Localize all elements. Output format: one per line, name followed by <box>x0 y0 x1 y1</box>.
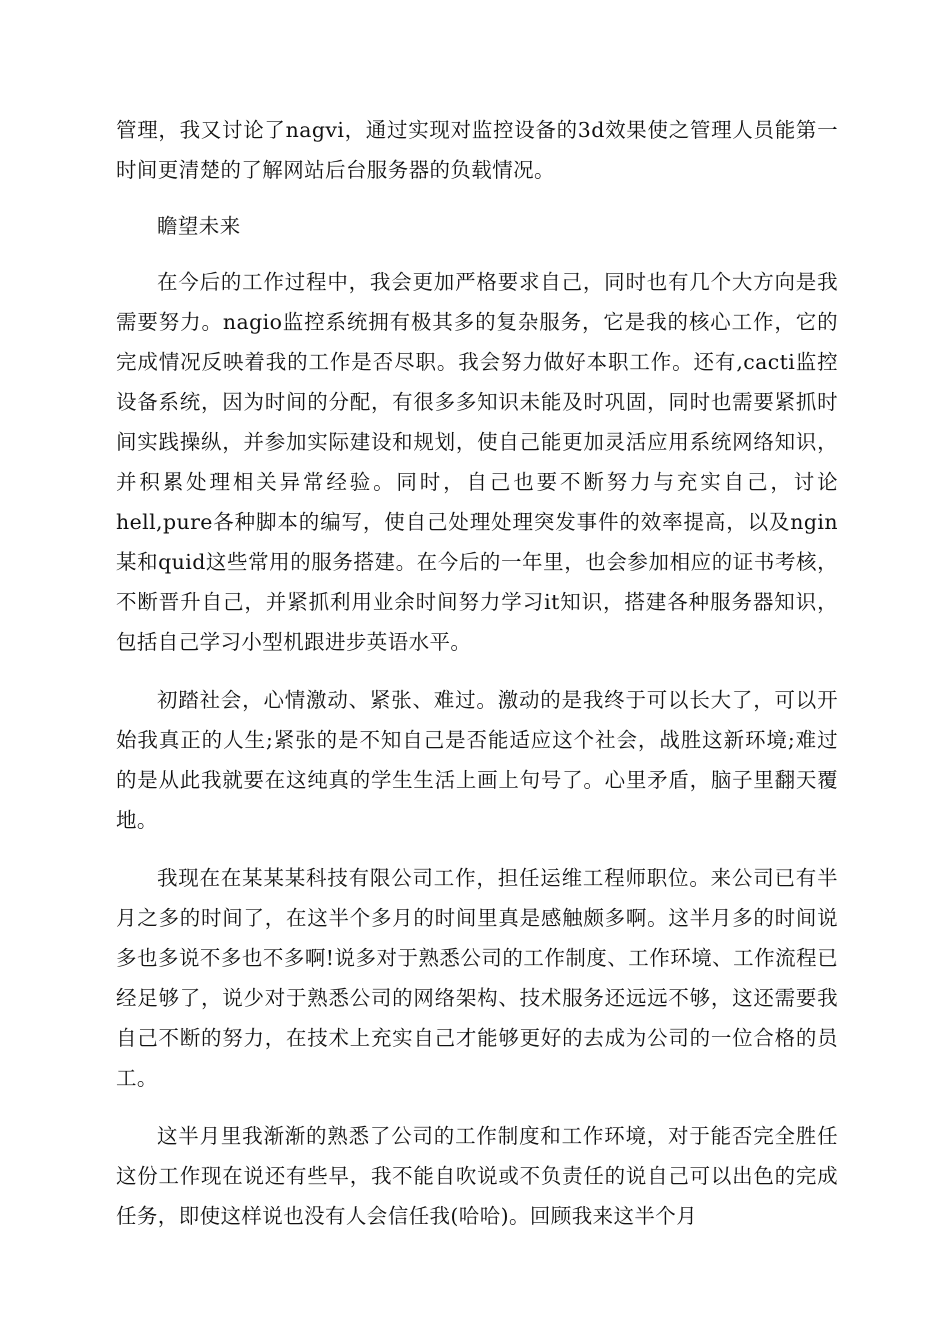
document-body <box>116 110 838 1236</box>
section-heading-future: 瞻望未来 <box>157 214 241 238</box>
paragraph-future-plan: 在今后的工作过程中，我会更加严格要求自己，同时也有几个大方向是我需要努力。nagio监控系统拥有极其多的复杂服务，它是我的核心工作，它的完成情况反映着我的工作是否尽职。我会努力做好本职工作。还有,cacti监控设备系统，因为时间的分配，有很多多知识未能及时巩固，同时也需要紧抓时间实践操纵，并参加实际建设和规划，使自己能更加灵活应用系统网络知识，并积累处理相关异常经验。同时，自己也要不断努力与充实自己，讨论hell,pure各种脚本的编写，使自己处理处理突发事件的效率提高，以及ngin某和quid这些常用的服务搭建。在今后的一年里，也会参加相应的证书考核，不断晋升自己，并紧抓利用业余时间努力学习it知识，搭建各种服务器知识，包括自己学习小型机跟进步英语水平。 <box>116 270 838 654</box>
paragraph-entering-society: 初踏社会，心情激动、紧张、难过。激动的是我终于可以长大了，可以开始我真正的人生;紧张的是不知自己是否能适应这个社会，战胜这新环境;难过的是从此我就要在这纯真的学生生活上画上句号了。心里矛盾，脑子里翻天覆地。 <box>116 688 838 832</box>
paragraph-current-job: 我现在在某某某科技有限公司工作，担任运维工程师职位。来公司已有半月之多的时间了，在这半个多月的时间里真是感触颇多啊。这半月多的时间说多也多说不多也不多啊!说多对于熟悉公司的工作制度、工作环境、工作流程已经足够了，说少对于熟悉公司的网络架构、技术服务还远远不够，这还需要我自己不断的努力，在技术上充实自己才能够更好的去成为公司的一位合格的员工。 <box>116 866 838 1090</box>
paragraph-monitoring-intro: 管理，我又讨论了nagvi，通过实现对监控设备的3d效果使之管理人员能第一时间更清楚的了解网站后台服务器的负载情况。 <box>116 118 838 182</box>
paragraph-half-month: 这半月里我渐渐的熟悉了公司的工作制度和工作环境，对于能否完全胜任这份工作现在说还有些早，我不能自吹说或不负责任的说自己可以出色的完成任务，即使这样说也没有人会信任我(哈哈)。回顾我来这半个月 <box>116 1124 838 1228</box>
